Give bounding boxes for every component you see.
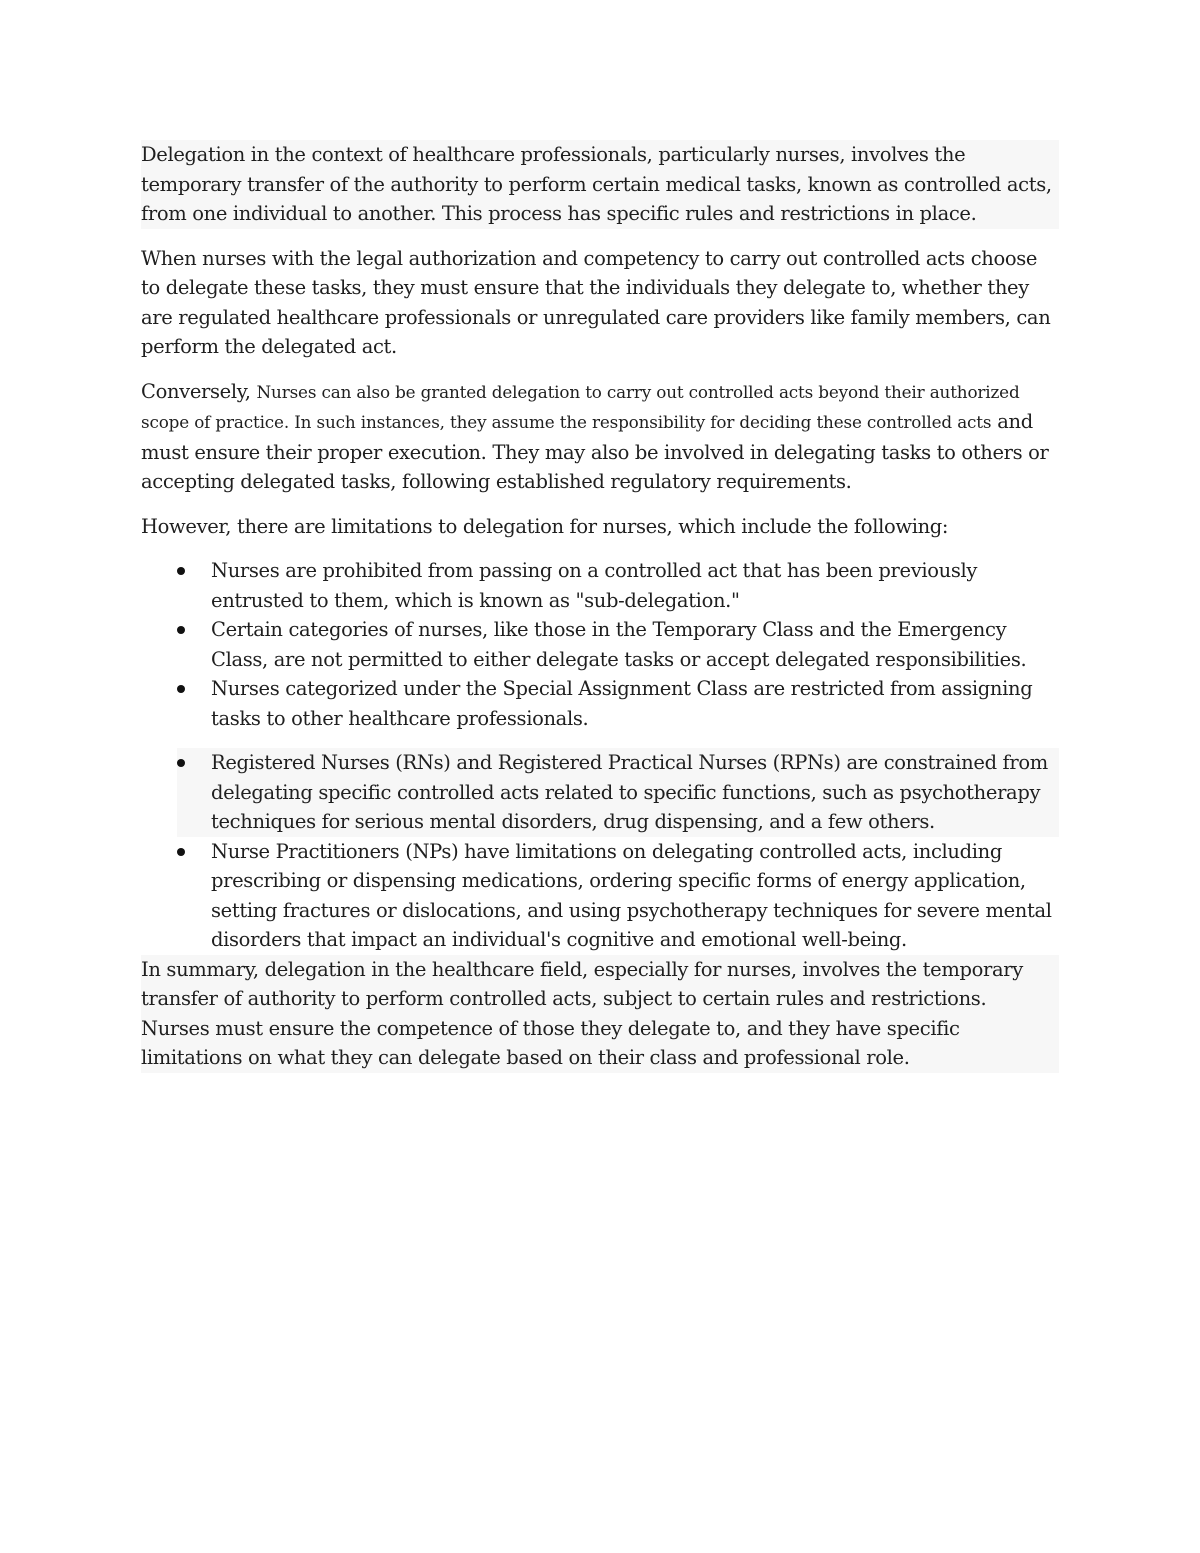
list-item: [141, 674, 1059, 733]
delegation-rules-paragraph: When nurses with the legal authorization and competency to carry out controlled acts choose to delegate these tasks, they must ensure that the individuals they delegate to, whether they are regulated healthcare professionals or unregulated care providers like family members, can perform the delegated act.: [141, 246, 1051, 358]
list-item-text: Nurse Practitioners (NPs) have limitations on delegating controlled acts, including prescribing or dispensing medications, ordering specific forms of energy application, setting fractures or dislocations, and using psychotherapy techniques for severe mental disorders that impact an individual's cognitive and emotional well-being.: [211, 839, 1052, 951]
limitations-intro-paragraph: However, there are limitations to delegation for nurses, which include the following:: [141, 514, 949, 538]
list-item: [177, 748, 1059, 837]
list-item-text: Certain categories of nurses, like those in the Temporary Class and the Emergency Class, are not permitted to either delegate tasks or accept delegated responsibilities.: [211, 618, 1027, 671]
conversely-small-text: Nurses can also be granted delegation to carry out controlled acts beyond their authorized scope of practice. In such instances, they assume the responsibility for deciding these controlled acts: [141, 381, 1020, 432]
bullet-icon: [177, 759, 185, 767]
list-item: [141, 837, 1059, 955]
list-item: [141, 615, 1059, 674]
limitations-list: [141, 556, 1059, 955]
intro-paragraph: Delegation in the context of healthcare professionals, particularly nurses, involves the temporary transfer of the authority to perform certain medical tasks, known as controlled acts, from one individual to another. This process has specific rules and restrictions in place.: [141, 140, 1059, 229]
conversely-paragraph: [141, 377, 1059, 497]
list-item-text: Nurses are prohibited from passing on a controlled act that has been previously entrusted to them, which is known as "sub-delegation.": [211, 559, 978, 612]
list-item: [141, 556, 1059, 615]
summary-paragraph: In summary, delegation in the healthcare field, especially for nurses, involves the temporary transfer of authority to perform controlled acts, subject to certain rules and restrictions. Nurses must ensure the competence of those they delegate to, and they have specific limitations on what they can delegate based on their class and professional role.: [141, 955, 1059, 1073]
list-item-text: Nurses categorized under the Special Assignment Class are restricted from assigning tasks to other healthcare professionals.: [211, 677, 1033, 730]
bullet-icon: [177, 626, 185, 634]
conversely-rest-text: and must ensure their proper execution. They may also be involved in delegating tasks to others or accepting delegated tasks, following established regulatory requirements.: [141, 410, 1049, 493]
list-item-text: Registered Nurses (RNs) and Registered Practical Nurses (RPNs) are constrained from delegating specific controlled acts related to specific functions, such as psychotherapy techniques for serious mental disorders, drug dispensing, and a few others.: [211, 751, 1048, 833]
conversely-lead-text: Conversely,: [141, 379, 257, 403]
bullet-icon: [177, 567, 185, 575]
bullet-icon: [177, 848, 185, 856]
bullet-icon: [177, 685, 185, 693]
document-body: [141, 140, 1059, 1073]
